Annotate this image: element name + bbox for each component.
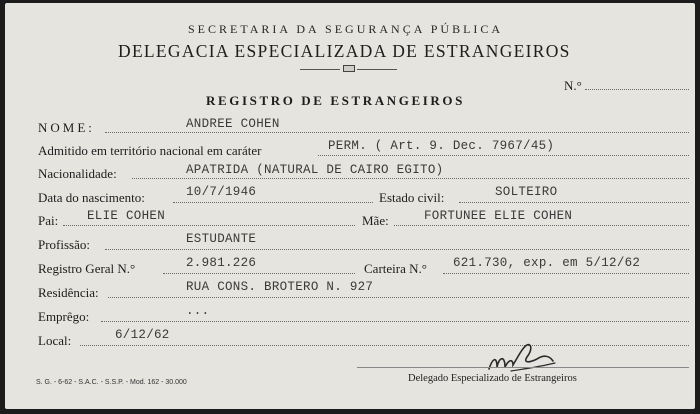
admitido-line (318, 155, 689, 156)
signature-line (357, 367, 689, 368)
estado-civil-value: SOLTEIRO (495, 185, 558, 199)
secretariat-heading: SECRETARIA DA SEGURANÇA PÚBLICA (188, 22, 504, 36)
pai-label: Pai: (38, 213, 59, 228)
profissao-line (105, 249, 689, 250)
estado-civil-label: Estado civil: (379, 190, 445, 205)
registro-geral-value: 2.981.226 (186, 256, 257, 270)
document-title: REGISTRO DE ESTRANGEIROS (206, 93, 465, 108)
profissao-label: Profissão: (38, 237, 90, 252)
registro-geral-label: Registro Geral N.° (38, 261, 136, 276)
local-value: 6/12/62 (115, 328, 170, 342)
form-code: S. G. - 6-62 - S.A.C. - S.S.P. - Mod. 162 - 30.000 (36, 379, 187, 386)
carteira-label: Carteira N.° (364, 261, 427, 276)
residencia-line (108, 297, 689, 298)
nascimento-value: 10/7/1946 (186, 185, 257, 199)
nome-value: ANDREE COHEN (186, 117, 280, 131)
carteira-line (443, 273, 689, 274)
registro-geral-line (163, 273, 355, 274)
pai-value: ELIE COHEN (87, 209, 166, 223)
nome-label: NOME: (38, 120, 95, 135)
registration-card (5, 3, 695, 409)
residencia-value: RUA CONS. BROTERO N. 927 (186, 280, 374, 294)
number-dotted-line (585, 89, 689, 90)
mae-value: FORTUNEE ELIE COHEN (424, 209, 573, 223)
local-line (80, 345, 689, 346)
emprego-line (101, 321, 689, 322)
estado-civil-line (459, 202, 689, 203)
signature-caption: Delegado Especializado de Estrangeiros (408, 373, 577, 384)
admitido-value: PERM. ( Art. 9. Dec. 7967/45) (328, 139, 555, 153)
ornament-rule-left (300, 69, 340, 70)
residencia-label: Residência: (38, 285, 99, 300)
number-label: N.° (564, 78, 582, 93)
department-heading: DELEGACIA ESPECIALIZADA DE ESTRANGEIROS (118, 41, 571, 61)
emprego-label: Emprêgo: (38, 309, 90, 324)
local-label: Local: (38, 333, 72, 348)
profissao-value: ESTUDANTE (186, 232, 257, 246)
mae-line (394, 225, 689, 226)
pai-line (63, 225, 355, 226)
emprego-value: ... (186, 304, 210, 318)
nascimento-label: Data do nascimento: (38, 190, 145, 205)
ornament-center (343, 65, 355, 72)
mae-label: Mãe: (362, 213, 389, 228)
carteira-value: 621.730, exp. em 5/12/62 (453, 256, 641, 270)
nacionalidade-line (132, 178, 689, 179)
nacionalidade-value: APATRIDA (NATURAL DE CAIRO EGITO) (186, 163, 444, 177)
admitido-label: Admitido em território nacional em caráter (38, 143, 262, 158)
ornament-rule-right (357, 69, 397, 70)
nome-line (105, 132, 689, 133)
nascimento-line (173, 202, 373, 203)
nacionalidade-label: Nacionalidade: (38, 166, 117, 181)
